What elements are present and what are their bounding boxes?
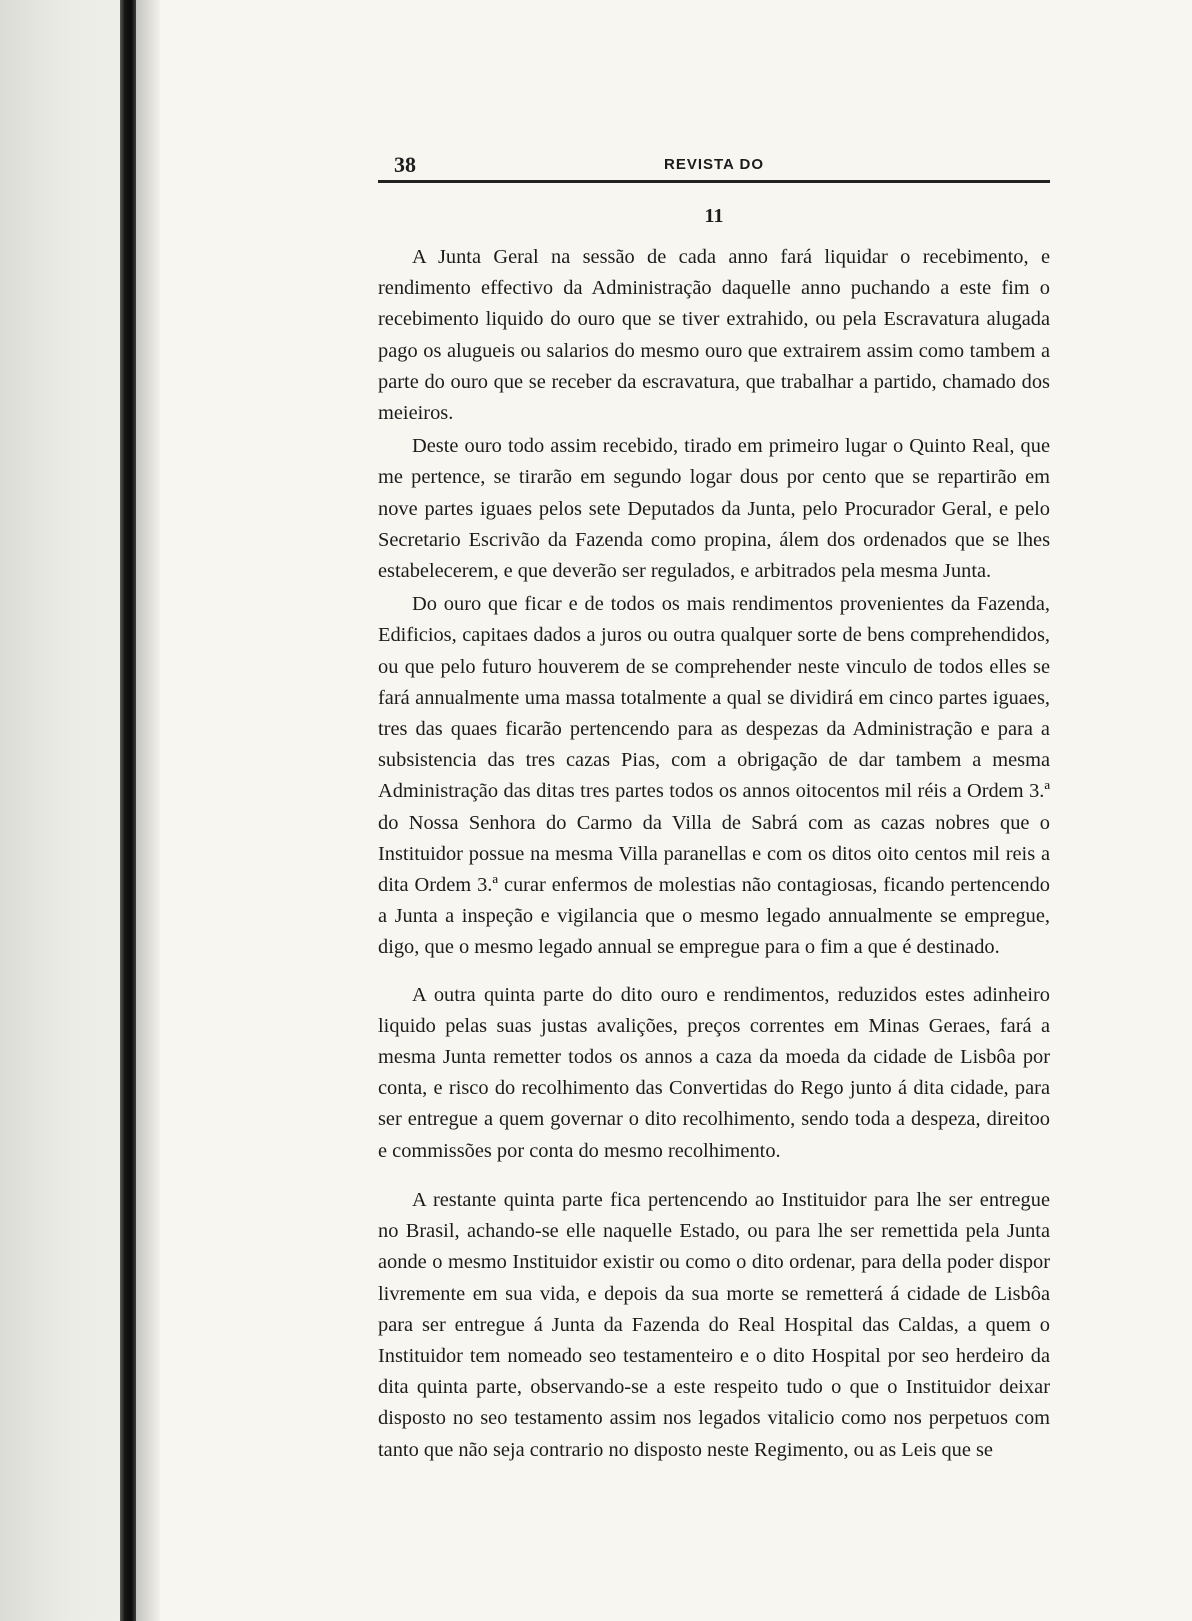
paragraph-5: A restante quinta parte fica pertencendo ao Instituidor para lhe ser entregue no Brasil, achando-se elle naquelle Estado, ou para lhe ser remettida pela Junta aonde o mesmo Instituidor existir ou como o dito ordenar, para della poder dispor livremente em sua vida, e depois da sua morte se remetterá á cidade de Lisbôa para ser entregue á Junta da Fazenda do Real Hospital das Caldas, a quem o Instituidor tem nomeado seo testamenteiro e o dito Hospital por seo herdeiro da dita quinta parte, observando-se a este respeito tudo o que o Instituidor deixar disposto no seo testamento assim nos legados vitalicio como nos perpetuos com tanto que não seja contrario no disposto neste Regimento, ou as Leis que se	[378, 1188, 1050, 1461]
paragraph-1: A Junta Geral na sessão de cada anno fará liquidar o recebimento, e rendimento effectivo da Administração daquelle anno puchando a este fim o recebimento liquido do ouro que se tiver extrahido, ou pela Escravatura alugada pago os alugueis ou salarios do mesmo ouro que extrairem assim como tambem a parte do ouro que se receber da escravatura, que trabalhar a partido, chamado dos meieiros.	[378, 246, 1050, 425]
paragraph-3: Do ouro que ficar e de todos os mais rendimentos provenientes da Fazenda, Edificios, capitaes dados a juros ou outra qualquer sorte de bens comprehendidos, ou que pelo futuro houverem de se comprehender neste vinculo de todos elles se fará annualmente uma massa totalmente a qual se dividirá em cinco partes iguaes, tres das quaes ficarão pertencendo para as despezas da Administração e para a subsistencia das tres cazas Pias, com a obrigação de dar tambem a mesma Administração das ditas tres partes todos os annos oitocentos mil réis a Ordem 3.ª do Nossa Senhora do Carmo da Villa de Sabrá com as cazas nobres que o Instituidor possue na mesma Villa paranellas e com os ditos oito centos mil reis a dita Ordem 3.ª curar enfermos de molestias não contagiosas, ficando pertencendo a Junta a inspeção e vigilancia que o mesmo legado annualmente se empregue, digo, que o mesmo legado annual se empregue para o fim a que é destinado.	[378, 593, 1050, 959]
page-number: 38	[394, 152, 416, 177]
spine-shadow	[136, 0, 160, 1621]
document-page	[378, 150, 1050, 1466]
paragraph-2: Deste ouro todo assim recebido, tirado em primeiro lugar o Quinto Real, que me pertence, se tirarão em segundo logar dous por cento que se repartirão em nove partes iguaes pelos sete Deputados da Junta, pelo Procurador Geral, e pelo Secretario Escrivão da Fazenda como propina, álem dos ordenados que se lhes estabelecerem, e que deverão ser regulados, e arbitrados pela mesma Junta.	[378, 435, 1050, 583]
book-spine	[120, 0, 136, 1621]
running-head: REVISTA DO	[663, 156, 764, 173]
paragraph-4: A outra quinta parte do dito ouro e rendimentos, reduzidos estes adinheiro liquido pelas suas justas avalições, preços correntes em Minas Geraes, fará a mesma Junta remetter todos os annos a caza da moeda da cidade de Lisbôa por conta, e risco do recolhimento das Convertidas do Rego junto á dita cidade, para ser entregue a quem governar o dito recolhimento, sendo toda a despeza, direitoo e commissões por conta do mesmo recolhimento.	[378, 983, 1050, 1162]
page-header	[378, 150, 1050, 183]
section-number: 11	[704, 205, 724, 227]
